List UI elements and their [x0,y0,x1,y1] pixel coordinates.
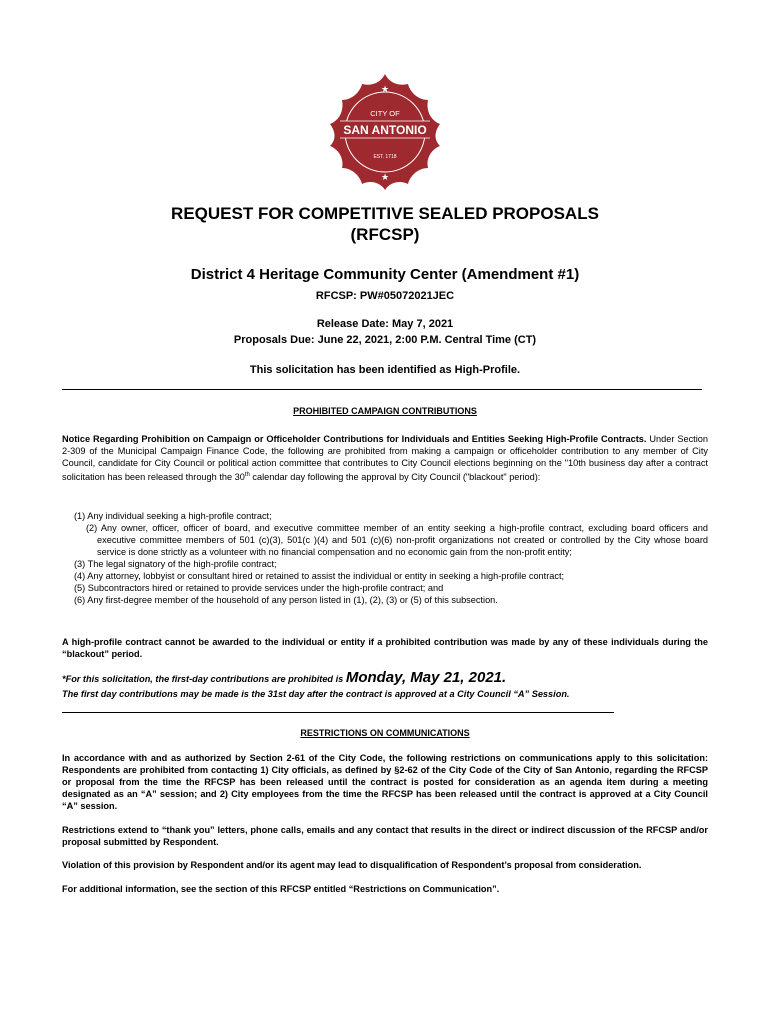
list-item: (1) Any individual seeking a high-profile contract; [74,511,272,521]
communications-para-3: Violation of this provision by Respondent and/or its agent may lead to disqualification of Respondent’s proposal from consideration. [62,860,642,870]
list-item: (6) Any first-degree member of the household of any person listed in (1), (2), (3) or (5) of this subsection. [74,595,498,605]
title-line-1: REQUEST FOR COMPETITIVE SEALED PROPOSALS [171,204,599,223]
first-day-date: Monday, May 21, 2021. [345,669,507,686]
rfcsp-number: RFCSP: PW#05072021JEC [315,290,455,302]
proposals-due: Proposals Due: June 22, 2021, 2:00 P.M. Central Time (CT) [233,334,537,346]
divider-line [62,389,702,390]
list-item: (2) Any owner, officer, officer of board, and executive committee member of an entity seeking a high-profile contract, excluding board officers and executive committee members of 501 (c)(3), 501(c )(4) and 501 (c)(6) non-profit organizations not created or controlled by the City whose board service is done strictly as a volunteer with no financial compensation and no economic gain from the non-profit entity; [86,523,708,557]
communications-para-1: In accordance with and as authorized by Section 2-61 of the City Code, the following restrictions on communications apply to this solicitation: Respondents are prohibited from contacting 1) City officials, as defined by §2-62 of the City Code of the City of San Antonio, regarding the RFCSP or proposal from the time the RFCSP has been released until the contract is posted for consideration as an agenda item during a meeting designated as an “A” session; and 2) City employees from the time the RFCSP has been released until the contract is approved at a City Council “A” session. [62,753,708,811]
list-item: (5) Subcontractors hired or retained to provide services under the high-profile contract; and [74,583,444,593]
first-day-notice [62,670,708,702]
communications-para-2: Restrictions extend to “thank you” letters, phone calls, emails and any contact that results in the direct or indirect discussion of the RFCSP and/or proposal submitted by Respondent. [62,825,708,847]
first-day-prefix: *For this solicitation, the first-day contributions are prohibited is [62,674,346,684]
prohibited-list [62,510,708,606]
campaign-heading: PROHIBITED CAMPAIGN CONTRIBUTIONS [293,406,477,416]
city-seal-logo [326,72,444,190]
high-profile-notice: This solicitation has been identified as High-Profile. [249,364,521,376]
svg-text:★: ★ [380,173,390,183]
communications-para-4: For additional information, see the section of this RFCSP entitled “Restrictions on Communication”. [62,884,500,894]
notice-sup: th [244,472,250,478]
campaign-notice [62,433,708,483]
svg-text:★: ★ [380,85,390,95]
seal-est: EST. 1718 [373,154,397,160]
seal-top-text: CITY OF [370,109,400,118]
project-name: District 4 Heritage Community Center (Amendment #1) [190,266,580,283]
list-item: (4) Any attorney, lobbyist or consultant hired or retained to assist the individual or entity in seeking a high-profile contract; [74,571,565,581]
list-item: (3) The legal signatory of the high-profile contract; [74,559,277,569]
communications-heading: RESTRICTIONS ON COMMUNICATIONS [300,728,470,738]
title-line-2: (RFCSP) [350,225,420,244]
release-date: Release Date: May 7, 2021 [316,318,454,330]
notice-text: Under Section 2-309 of the Municipal Campaign Finance Code, the following are prohibited from making a campaign or officeholder contribution to any member of City Council, candidate for City Council or political action committee that contributes to City Council elections beginning on the "10th business day after a contract solicitation has been released through the 30 [62,434,708,483]
warning-text: A high-profile contract cannot be awarded to the individual or entity if a prohibited contribution was made by any of these individuals during the “blackout” period. [62,637,708,659]
notice-end: calendar day following the approval by City Council ("blackout" period): [249,472,541,483]
notice-bold: Notice Regarding Prohibition on Campaign or Officeholder Contributions for Individuals and Entities Seeking High-Profile Contracts. [62,434,647,444]
seal-name: SAN ANTONIO [343,123,427,137]
document-title [0,203,770,245]
first-day-note: The first day contributions may be made is the 31st day after the contract is approved at a City Council “A” Session. [62,689,570,699]
divider-line [62,712,614,713]
